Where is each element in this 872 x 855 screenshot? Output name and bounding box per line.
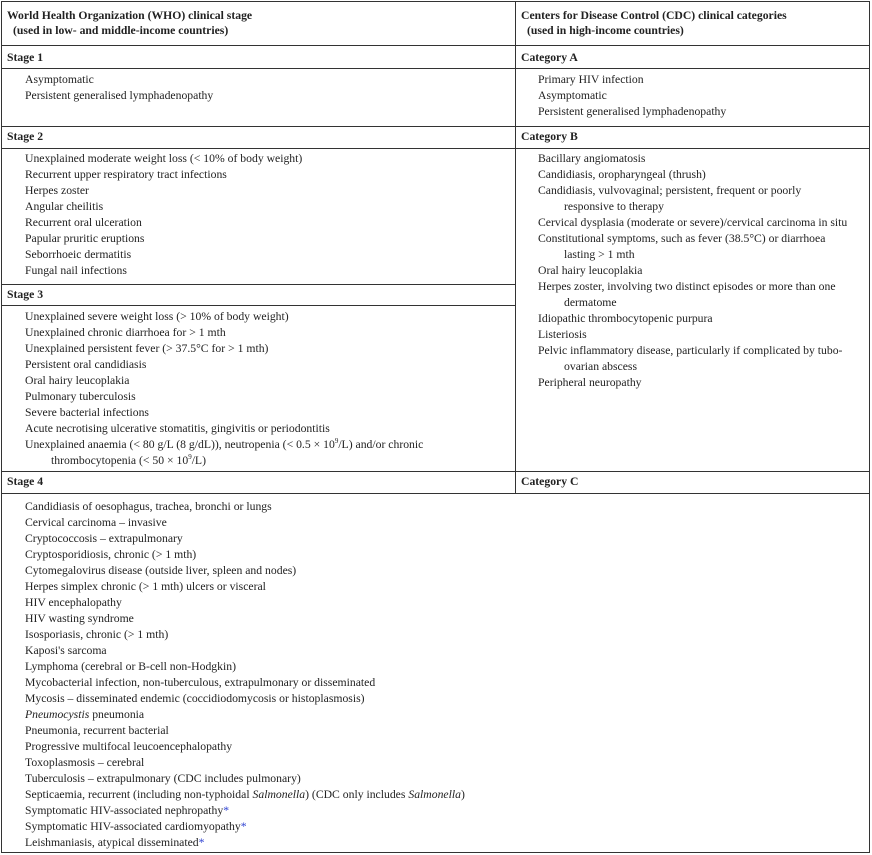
line-text: Leishmaniasis, atypical disseminated <box>25 836 199 849</box>
list-item: Fungal nail infections <box>25 264 127 277</box>
line-continuation: thrombocytopenia (< 50 × 10 <box>51 454 189 467</box>
list-item: Lymphoma (cerebral or B-cell non-Hodgkin) <box>25 660 236 673</box>
divider-stage1-head <box>2 68 869 69</box>
line-text: Symptomatic HIV-associated cardiomyopathy <box>25 820 241 833</box>
divider-stage4-top <box>2 471 869 472</box>
asterisk-footnote-mark: * <box>240 820 247 833</box>
list-item <box>25 835 625 851</box>
stage-4-label: Stage 4 <box>7 475 44 488</box>
italic-organism: Salmonella <box>408 788 461 801</box>
list-item: Isosporiasis, chronic (> 1 mth) <box>25 628 169 641</box>
stage-4-list <box>25 499 625 851</box>
asterisk-footnote-mark: * <box>198 836 205 849</box>
exponent: 9 <box>188 453 192 462</box>
line-continuation: dermatome <box>564 296 617 309</box>
line-text: Septicaemia, recurrent (including non-typhoidal <box>25 788 253 801</box>
list-item: Candidiasis of oesophagus, trachea, bronchi or lungs <box>25 500 272 513</box>
list-item <box>25 819 625 835</box>
line-text: Constitutional symptoms, such as fever (38.5°C) or diarrhoea <box>538 232 826 245</box>
category-a-list <box>538 72 868 120</box>
list-item <box>25 803 625 819</box>
list-item: Bacillary angiomatosis <box>538 152 646 165</box>
list-item <box>538 343 868 375</box>
list-item: Candidiasis, oropharyngeal (thrush) <box>538 168 706 181</box>
list-item: Cryptosporidiosis, chronic (> 1 mth) <box>25 548 197 561</box>
list-item: Cervical dysplasia (moderate or severe)/cervical carcinoma in situ <box>538 216 848 229</box>
list-item <box>25 787 625 803</box>
line-text: pneumonia <box>89 708 145 721</box>
list-item: Asymptomatic <box>538 89 607 102</box>
who-header <box>7 8 252 38</box>
list-item: Primary HIV infection <box>538 73 644 86</box>
list-item: Papular pruritic eruptions <box>25 232 145 245</box>
list-item <box>25 437 513 469</box>
list-item: Cervical carcinoma – invasive <box>25 516 167 529</box>
who-header-subtitle: (used in low- and middle-income countries) <box>13 24 229 37</box>
list-item: Pneumonia, recurrent bacterial <box>25 724 169 737</box>
list-item: Seborrhoeic dermatitis <box>25 248 132 261</box>
line-text: Symptomatic HIV-associated nephropathy <box>25 804 224 817</box>
stage-1-list <box>25 72 505 104</box>
list-item: Pulmonary tuberculosis <box>25 390 136 403</box>
stage-1-label: Stage 1 <box>7 51 44 64</box>
list-item: Herpes simplex chronic (> 1 mth) ulcers or visceral <box>25 580 266 593</box>
column-divider <box>515 2 516 494</box>
exponent: 9 <box>334 437 339 446</box>
line-text: Unexplained anaemia (< 80 g/L (8 g/dL)), neutropenia (< 0.5 × 10 <box>25 438 335 451</box>
stage-3-list <box>25 309 513 469</box>
line-continuation: ovarian abscess <box>564 360 638 373</box>
list-item <box>538 183 868 215</box>
list-item: Kaposi's sarcoma <box>25 644 107 657</box>
stage-2-list <box>25 151 505 279</box>
list-item: Mycobacterial infection, non-tuberculous, extrapulmonary or disseminated <box>25 676 376 689</box>
list-item: HIV encephalopathy <box>25 596 122 609</box>
list-item: Persistent generalised lymphadenopathy <box>538 105 727 118</box>
list-item: Oral hairy leucoplakia <box>538 264 643 277</box>
divider-stage3-top <box>2 284 515 285</box>
divider-stage4-head <box>2 493 869 494</box>
list-item: Toxoplasmosis – cerebral <box>25 756 145 769</box>
list-item: Progressive multifocal leucoencephalopathy <box>25 740 233 753</box>
line-text: ) <box>460 788 465 801</box>
asterisk-footnote-mark: * <box>223 804 230 817</box>
line-text: Candidiasis, vulvovaginal; persistent, frequent or poorly <box>538 184 802 197</box>
category-b-list <box>538 151 868 391</box>
list-item: Persistent oral candidiasis <box>25 358 147 371</box>
list-item: Listeriosis <box>538 328 587 341</box>
list-item: Acute necrotising ulcerative stomatitis, gingivitis or periodontitis <box>25 422 330 435</box>
cdc-header <box>521 8 787 38</box>
list-item: Severe bacterial infections <box>25 406 149 419</box>
list-item <box>538 279 868 311</box>
divider-stage3-head <box>2 305 515 306</box>
list-item: Unexplained persistent fever (> 37.5°C for > 1 mth) <box>25 342 269 355</box>
line-text: Pelvic inflammatory disease, particularly if complicated by tubo- <box>538 344 843 357</box>
who-header-title: World Health Organization (WHO) clinical stage <box>7 9 253 22</box>
list-item: Cytomegalovirus disease (outside liver, spleen and nodes) <box>25 564 297 577</box>
category-c-label: Category C <box>521 475 579 488</box>
category-b-label: Category B <box>521 130 578 143</box>
divider-stage2-head <box>2 148 869 149</box>
line-text: Herpes zoster, involving two distinct episodes or more than one <box>538 280 836 293</box>
stage-3-label: Stage 3 <box>7 288 44 301</box>
stage-2-label: Stage 2 <box>7 130 44 143</box>
list-item: HIV wasting syndrome <box>25 612 134 625</box>
list-item: Recurrent upper respiratory tract infections <box>25 168 227 181</box>
list-item <box>25 707 625 723</box>
list-item: Unexplained severe weight loss (> 10% of body weight) <box>25 310 289 323</box>
list-item: Cryptococcosis – extrapulmonary <box>25 532 183 545</box>
list-item: Angular cheilitis <box>25 200 104 213</box>
line-continuation: lasting > 1 mth <box>564 248 635 261</box>
line-continuation: responsive to therapy <box>564 200 664 213</box>
cdc-header-subtitle: (used in high-income countries) <box>527 24 684 37</box>
list-item: Recurrent oral ulceration <box>25 216 142 229</box>
hiv-staging-table <box>1 1 870 853</box>
list-item: Asymptomatic <box>25 73 94 86</box>
list-item: Unexplained chronic diarrhoea for > 1 mth <box>25 326 226 339</box>
list-item: Tuberculosis – extrapulmonary (CDC includes pulmonary) <box>25 772 301 785</box>
list-item: Oral hairy leucoplakia <box>25 374 130 387</box>
list-item: Unexplained moderate weight loss (< 10% of body weight) <box>25 152 303 165</box>
line-text: /L) <box>191 454 206 467</box>
list-item: Herpes zoster <box>25 184 89 197</box>
line-text: ) (CDC only includes <box>305 788 409 801</box>
table-header <box>2 2 869 46</box>
cdc-header-title: Centers for Disease Control (CDC) clinical categories <box>521 9 787 22</box>
divider-stage2-top <box>2 126 869 127</box>
list-item <box>538 231 868 263</box>
list-item: Persistent generalised lymphadenopathy <box>25 89 214 102</box>
list-item: Idiopathic thrombocytopenic purpura <box>538 312 713 325</box>
category-a-label: Category A <box>521 51 578 64</box>
italic-organism: Pneumocystis <box>25 708 90 721</box>
line-text: /L) and/or chronic <box>338 438 424 451</box>
list-item: Peripheral neuropathy <box>538 376 642 389</box>
list-item: Mycosis – disseminated endemic (coccidiodomycosis or histoplasmosis) <box>25 692 365 705</box>
italic-organism: Salmonella <box>252 788 306 801</box>
